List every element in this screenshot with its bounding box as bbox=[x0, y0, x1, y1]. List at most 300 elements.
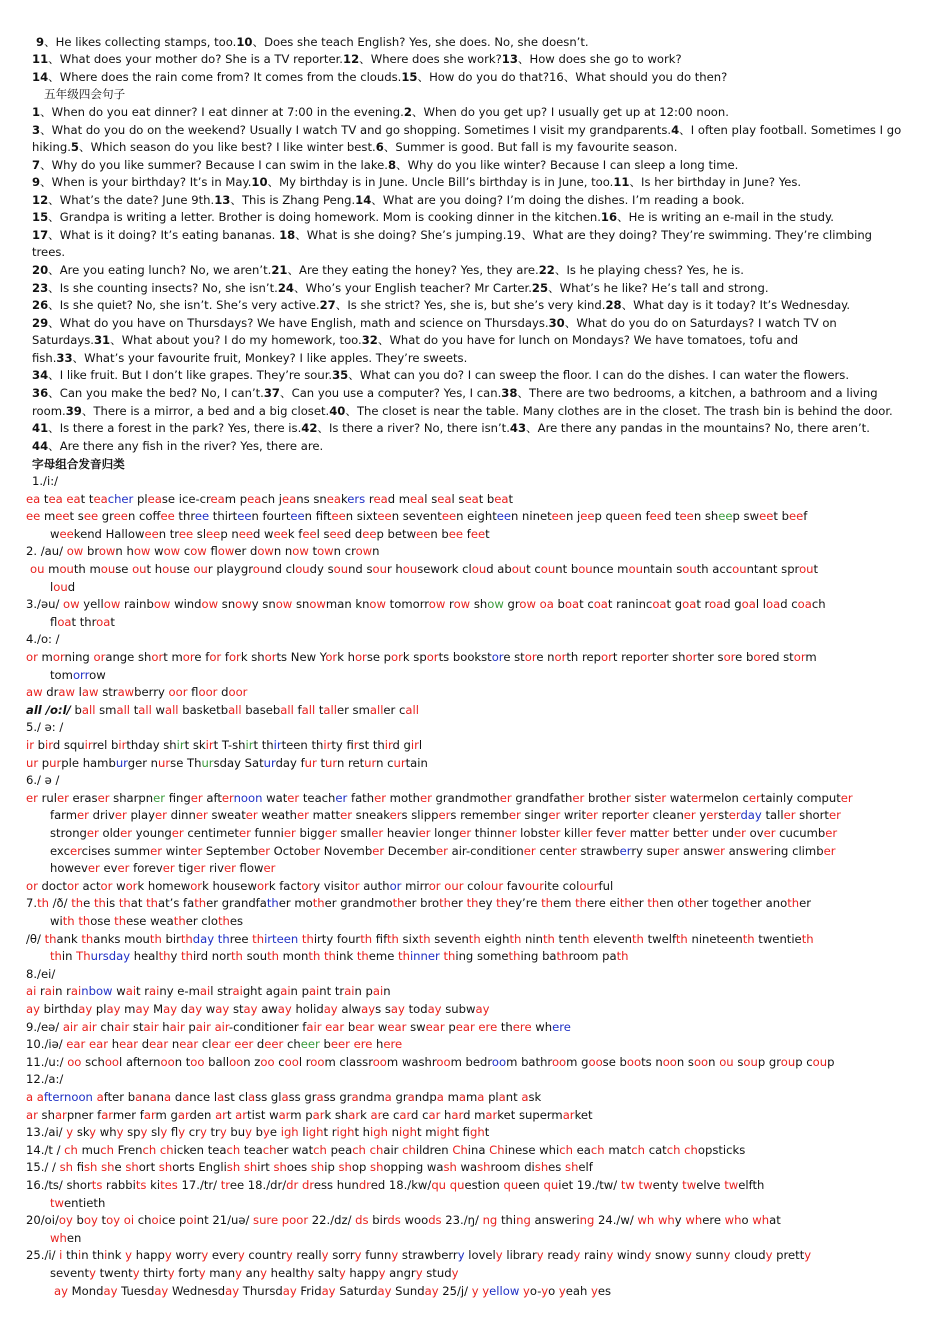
highlighted-letters: ers bbox=[347, 492, 366, 506]
text-segment: b bbox=[251, 1125, 264, 1139]
highlighted-letters: ou bbox=[743, 1055, 758, 1069]
highlighted-letters: poor bbox=[281, 1213, 309, 1227]
text-segment: stud bbox=[422, 1266, 452, 1280]
highlighted-letters: er bbox=[748, 791, 761, 805]
highlighted-letters: th bbox=[632, 932, 644, 946]
text-segment: n t bbox=[174, 1055, 191, 1069]
text-line bbox=[32, 332, 920, 349]
highlighted-letters: ch bbox=[142, 1143, 157, 1157]
text-segment: subw bbox=[441, 1002, 476, 1016]
text-segment: 6 bbox=[375, 140, 384, 154]
highlighted-letters: qu bbox=[503, 1178, 519, 1192]
highlighted-letters: ee bbox=[679, 509, 694, 523]
highlighted-letters: th bbox=[386, 932, 399, 946]
text-segment: r bbox=[36, 984, 45, 998]
highlighted-letters: ee bbox=[194, 509, 210, 523]
highlighted-letters: sh bbox=[84, 1160, 98, 1174]
highlighted-letters: er bbox=[712, 844, 725, 858]
highlighted-letters: y bbox=[536, 1248, 544, 1262]
text-segment: es bbox=[229, 914, 244, 928]
text-segment: k fact bbox=[268, 879, 302, 893]
text-segment: ball bbox=[204, 1055, 230, 1069]
text-segment: ss gr bbox=[288, 1090, 317, 1104]
highlighted-letters: ch bbox=[226, 1143, 241, 1157]
text-segment: 五年级四会句子 bbox=[44, 87, 126, 101]
highlighted-letters: oa bbox=[766, 597, 781, 611]
text-segment: happ bbox=[132, 1248, 165, 1262]
highlighted-letters: ee bbox=[759, 509, 774, 523]
text-segment: 3 bbox=[32, 123, 41, 137]
text-segment: p n bbox=[220, 527, 239, 541]
text-segment: 25./i/ bbox=[26, 1248, 60, 1262]
highlighted-letters: ar bbox=[370, 1108, 383, 1122]
text-segment: ow bbox=[89, 668, 106, 682]
text-segment: ink bbox=[335, 949, 357, 963]
highlighted-letters: er bbox=[335, 791, 348, 805]
text-segment: es bbox=[597, 1284, 612, 1298]
text-segment: hiking. bbox=[32, 140, 71, 154]
highlighted-letters: ee bbox=[206, 527, 221, 541]
text-segment: 44 bbox=[32, 439, 49, 453]
highlighted-letters: ay bbox=[26, 1002, 40, 1016]
text-segment: ort bbox=[138, 1160, 159, 1174]
text-segment: Tuesd bbox=[117, 1284, 155, 1298]
text-segment: twent bbox=[95, 1266, 133, 1280]
highlighted-letters: th bbox=[360, 932, 373, 946]
text-segment: st th bbox=[358, 738, 385, 752]
text-segment: librar bbox=[502, 1248, 537, 1262]
highlighted-letters: er bbox=[758, 844, 771, 858]
highlighted-letters: wh bbox=[752, 1213, 770, 1227]
text-segment: t T-sh bbox=[213, 738, 246, 752]
text-segment: m p bbox=[224, 492, 248, 506]
highlighted-letters: eer bbox=[264, 1037, 284, 1051]
text-segment: tom bbox=[50, 668, 73, 682]
text-segment: t bbox=[813, 562, 819, 576]
highlighted-letters: oo bbox=[229, 1055, 244, 1069]
text-segment: k h bbox=[337, 650, 355, 664]
text-segment: bett bbox=[669, 826, 697, 840]
text-segment: Mond bbox=[67, 1284, 104, 1298]
text-segment: d bbox=[253, 1037, 265, 1051]
highlighted-letters: ar bbox=[215, 1108, 227, 1122]
text-segment: ss gr bbox=[323, 1090, 352, 1104]
text-segment: n ret bbox=[336, 756, 365, 770]
text-segment: nineteen bbox=[687, 932, 743, 946]
text-segment: 32 bbox=[361, 333, 378, 347]
highlighted-letters: oo bbox=[160, 1055, 175, 1069]
highlighted-letters: ar bbox=[562, 1108, 575, 1122]
highlighted-letters: ai bbox=[199, 984, 211, 998]
text-segment: t s bbox=[69, 509, 84, 523]
highlighted-letters: ere bbox=[552, 1020, 571, 1034]
text-segment: n cr bbox=[333, 544, 356, 558]
text-segment: e bbox=[83, 896, 94, 910]
text-segment: sw bbox=[406, 1020, 426, 1034]
text-segment: und bbox=[708, 826, 735, 840]
text-segment: thirt bbox=[209, 509, 238, 523]
text-segment: anks mou bbox=[93, 932, 150, 946]
highlighted-letters: all bbox=[405, 703, 419, 717]
highlighted-letters: er bbox=[371, 826, 384, 840]
text-segment: ntant spr bbox=[746, 562, 800, 576]
highlighted-letters: er bbox=[619, 844, 632, 858]
text-segment: riv bbox=[205, 861, 224, 875]
text-segment: doct bbox=[37, 879, 67, 893]
highlighted-letters: a bbox=[164, 1090, 172, 1104]
text-segment: es bbox=[548, 1160, 566, 1174]
highlighted-letters: th bbox=[575, 896, 588, 910]
text-segment: 、Why do you like summer? Because I can swim in the lake. bbox=[40, 158, 388, 172]
highlighted-letters: th bbox=[542, 932, 555, 946]
highlighted-letters: nbow bbox=[81, 984, 113, 998]
text-segment: ple hamb bbox=[61, 756, 116, 770]
highlighted-letters: ch bbox=[684, 1143, 698, 1157]
highlighted-letters: ur bbox=[158, 756, 171, 770]
highlighted-letters: ai bbox=[372, 984, 384, 998]
highlighted-letters: ow bbox=[103, 597, 121, 611]
text-line bbox=[50, 807, 920, 824]
highlighted-letters: or bbox=[66, 879, 79, 893]
text-segment: mer f bbox=[112, 1108, 144, 1122]
highlighted-letters: er bbox=[263, 861, 276, 875]
highlighted-letters: er bbox=[193, 861, 206, 875]
highlighted-letters: air bbox=[306, 1020, 322, 1034]
text-segment: 23./ŋ/ bbox=[441, 1213, 483, 1227]
text-segment: at bbox=[130, 896, 147, 910]
text-segment: en o bbox=[659, 896, 685, 910]
highlighted-letters: er bbox=[823, 844, 836, 858]
text-segment: t m bbox=[416, 1125, 437, 1139]
text-segment: ki bbox=[146, 1178, 161, 1192]
text-segment: 、What is it doing? It’s eating bananas. bbox=[48, 228, 280, 242]
highlighted-letters: oo bbox=[284, 1055, 299, 1069]
highlighted-letters: er bbox=[783, 808, 796, 822]
highlighted-letters: ow bbox=[133, 544, 151, 558]
highlighted-letters: sh bbox=[565, 1160, 579, 1174]
highlighted-letters: ellow bbox=[489, 1284, 520, 1298]
highlighted-letters: igh bbox=[336, 1125, 355, 1139]
text-line bbox=[32, 209, 920, 226]
highlighted-letters: or bbox=[182, 650, 195, 664]
text-segment: 22./dz/ bbox=[308, 1213, 356, 1227]
text-segment: nt bbox=[505, 1090, 522, 1104]
text-segment: nt tr bbox=[319, 984, 345, 998]
text-segment: 、Are there any fish in the river? Yes, there are. bbox=[48, 439, 324, 453]
highlighted-letters: oy bbox=[83, 1213, 98, 1227]
highlighted-letters: ee bbox=[441, 509, 457, 523]
highlighted-letters: or bbox=[228, 650, 241, 664]
highlighted-letters: ng bbox=[579, 1213, 595, 1227]
text-line bbox=[26, 596, 920, 613]
text-segment: grandfath bbox=[511, 791, 573, 805]
highlighted-letters: all bbox=[323, 703, 337, 717]
text-segment: n j bbox=[565, 509, 581, 523]
text-segment: 、How does she go to work? bbox=[517, 52, 682, 66]
text-segment: d bbox=[138, 1037, 150, 1051]
text-line bbox=[26, 1212, 920, 1229]
text-segment: ts n bbox=[641, 1055, 663, 1069]
text-segment: er clo bbox=[185, 914, 218, 928]
highlighted-letters: y bbox=[167, 1266, 175, 1280]
highlighted-letters: all bbox=[164, 703, 179, 717]
text-segment: st bbox=[718, 808, 729, 822]
text-segment: t g bbox=[666, 597, 683, 611]
text-segment: o bbox=[548, 1284, 559, 1298]
highlighted-letters: ou bbox=[30, 562, 45, 576]
highlighted-letters: ee bbox=[470, 527, 486, 541]
highlighted-letters: air bbox=[169, 1020, 185, 1034]
highlighted-letters: ou bbox=[799, 562, 814, 576]
highlighted-letters: y bbox=[541, 1284, 549, 1298]
text-segment: w bbox=[374, 1020, 388, 1034]
text-segment: ter sh bbox=[651, 650, 686, 664]
text-segment: col bbox=[463, 879, 484, 893]
text-segment: lovel bbox=[464, 1248, 496, 1262]
text-segment: rul bbox=[37, 791, 57, 805]
highlighted-letters: ir bbox=[410, 738, 419, 752]
highlighted-letters: y bbox=[558, 1284, 566, 1298]
text-segment: matt bbox=[626, 826, 658, 840]
text-line bbox=[26, 790, 920, 807]
highlighted-letters: tw bbox=[682, 1178, 697, 1192]
highlighted-letters: ow bbox=[487, 597, 504, 611]
highlighted-letters: th bbox=[62, 914, 75, 928]
text-segment: n tr bbox=[158, 527, 179, 541]
text-segment: teen th bbox=[281, 738, 324, 752]
highlighted-letters: ear bbox=[425, 1020, 445, 1034]
text-segment: ing some bbox=[455, 949, 509, 963]
text-segment: er d bbox=[234, 544, 258, 558]
text-line bbox=[26, 878, 920, 895]
highlighted-letters: ee bbox=[113, 509, 128, 523]
text-line bbox=[26, 702, 920, 719]
text-segment: forev bbox=[129, 861, 163, 875]
highlighted-letters: th bbox=[217, 914, 230, 928]
highlighted-letters: oa bbox=[564, 597, 580, 611]
highlighted-letters: er bbox=[763, 826, 776, 840]
highlighted-letters: th bbox=[787, 896, 800, 910]
highlighted-letters: sh bbox=[59, 1160, 74, 1174]
text-segment: e n bbox=[536, 650, 555, 664]
text-segment: ed 18./kw/ bbox=[370, 1178, 432, 1192]
highlighted-letters: ay bbox=[78, 1002, 93, 1016]
highlighted-letters: th bbox=[267, 949, 279, 963]
text-line bbox=[50, 948, 920, 965]
text-segment: entieth bbox=[64, 1196, 106, 1210]
text-segment: k f bbox=[287, 527, 303, 541]
text-segment: 18 bbox=[279, 228, 296, 242]
text-line bbox=[26, 684, 920, 701]
text-segment: fort bbox=[174, 1266, 199, 1280]
highlighted-letters: a bbox=[498, 1090, 506, 1104]
highlighted-letters: y bbox=[573, 1248, 581, 1262]
text-segment: 12 bbox=[32, 193, 49, 207]
highlighted-letters: th bbox=[78, 914, 91, 928]
highlighted-letters: y bbox=[219, 1125, 227, 1139]
text-segment: l bbox=[418, 738, 423, 752]
text-segment: day f bbox=[275, 756, 305, 770]
text-segment: m bbox=[120, 1002, 136, 1016]
highlighted-letters: or bbox=[600, 650, 613, 664]
text-segment: 4./o: / bbox=[26, 632, 60, 646]
highlighted-letters: ea bbox=[437, 492, 452, 506]
text-segment: ts New Y bbox=[276, 650, 326, 664]
highlighted-letters: wh bbox=[50, 1231, 67, 1245]
highlighted-letters: ur bbox=[364, 756, 377, 770]
text-line bbox=[50, 913, 920, 930]
text-segment: n sixt bbox=[345, 509, 378, 523]
text-segment: gr bbox=[503, 597, 520, 611]
highlighted-letters: qu bbox=[431, 1178, 447, 1192]
highlighted-letters: ee bbox=[238, 527, 254, 541]
text-segment: l l bbox=[755, 597, 767, 611]
highlighted-letters: wh bbox=[724, 1213, 742, 1227]
highlighted-letters: ch bbox=[369, 1143, 384, 1157]
text-segment: estion bbox=[464, 1178, 504, 1192]
highlighted-letters: ea bbox=[464, 492, 479, 506]
highlighted-letters: er bbox=[155, 808, 167, 822]
text-segment: 34 bbox=[32, 368, 49, 382]
highlighted-letters: ur bbox=[26, 756, 39, 770]
highlighted-letters: er bbox=[523, 844, 536, 858]
text-segment: tig bbox=[174, 861, 194, 875]
text-segment: 21 bbox=[271, 263, 288, 277]
highlighted-letters: ee bbox=[362, 527, 377, 541]
highlighted-letters: er bbox=[153, 791, 166, 805]
highlighted-letters: or bbox=[491, 650, 504, 664]
highlighted-letters: th bbox=[301, 932, 314, 946]
text-line bbox=[32, 438, 920, 455]
highlighted-letters: y bbox=[378, 1266, 386, 1280]
text-line bbox=[26, 966, 920, 983]
text-segment: n bbox=[383, 984, 391, 998]
highlighted-letters: ir bbox=[84, 738, 93, 752]
text-segment: th bbox=[62, 1248, 78, 1262]
text-segment: eme bbox=[368, 949, 399, 963]
highlighted-letters: ow bbox=[153, 597, 171, 611]
highlighted-letters: er bbox=[77, 808, 89, 822]
highlighted-letters: y bbox=[201, 1248, 209, 1262]
text-segment: ch j bbox=[261, 492, 282, 506]
text-segment: nd s bbox=[348, 562, 373, 576]
text-segment: ry sup bbox=[631, 844, 668, 858]
highlighted-letters: ere bbox=[353, 1037, 373, 1051]
text-segment: t th bbox=[253, 738, 274, 752]
text-segment: 12 bbox=[343, 52, 360, 66]
text-segment: irty four bbox=[313, 932, 361, 946]
text-segment: t f bbox=[454, 1125, 470, 1139]
text-segment: Decemb bbox=[384, 844, 437, 858]
highlighted-letters: er bbox=[223, 861, 236, 875]
text-segment: s s bbox=[375, 1002, 391, 1016]
text-line bbox=[32, 69, 920, 86]
text-segment: f bbox=[293, 703, 302, 717]
highlighted-letters: oo bbox=[491, 1055, 507, 1069]
text-segment: ey’re bbox=[508, 896, 542, 910]
text-line bbox=[32, 350, 920, 367]
highlighted-letters: oo bbox=[372, 1055, 387, 1069]
text-segment: 9 bbox=[36, 35, 45, 49]
text-segment: at bbox=[769, 1213, 781, 1227]
highlighted-letters: er bbox=[706, 808, 719, 822]
highlighted-letters: ow bbox=[190, 544, 207, 558]
highlighted-letters: ee bbox=[329, 527, 344, 541]
text-segment: r bbox=[365, 492, 374, 506]
highlighted-letters: er bbox=[436, 844, 448, 858]
highlighted-letters: y bbox=[116, 1125, 124, 1139]
text-segment: d g bbox=[723, 597, 742, 611]
highlighted-letters: ursday bbox=[90, 949, 131, 963]
highlighted-letters: er bbox=[580, 826, 593, 840]
text-segment: 17 bbox=[32, 228, 49, 242]
highlighted-letters: ou bbox=[100, 562, 116, 576]
text-segment: k sp bbox=[402, 650, 427, 664]
text-segment: 、What is she doing? She’s jumping.19、What are they doing? They’re swimming. They’re climbing bbox=[295, 228, 873, 242]
text-segment: woo bbox=[400, 1213, 429, 1227]
highlighted-letters: oi bbox=[186, 1213, 197, 1227]
highlighted-letters: oo bbox=[626, 1055, 642, 1069]
text-line bbox=[26, 1124, 920, 1141]
text-segment: k sh bbox=[324, 1108, 349, 1122]
text-segment: ntain s bbox=[642, 562, 683, 576]
text-segment: sk bbox=[528, 1090, 542, 1104]
highlighted-letters: ou bbox=[540, 562, 556, 576]
text-segment: health bbox=[266, 1266, 308, 1280]
highlighted-letters: y bbox=[164, 1248, 172, 1262]
highlighted-letters: or bbox=[125, 879, 138, 893]
text-segment: rel b bbox=[92, 738, 119, 752]
text-segment: ket superm bbox=[497, 1108, 563, 1122]
text-segment: tist w bbox=[247, 1108, 279, 1122]
text-segment: m bbox=[443, 1090, 459, 1104]
text-segment: 42 bbox=[301, 421, 318, 435]
text-segment: 、I like fruit. But I don’t like grapes. They’re sour. bbox=[48, 368, 333, 382]
highlighted-letters: y bbox=[354, 1248, 362, 1262]
text-segment: n fift bbox=[304, 509, 332, 523]
highlighted-letters: aw bbox=[58, 685, 75, 699]
text-segment: f bbox=[221, 650, 229, 664]
highlighted-letters: er bbox=[87, 861, 100, 875]
highlighted-letters: or bbox=[52, 650, 65, 664]
text-segment: ndp bbox=[414, 1090, 437, 1104]
highlighted-letters: ch bbox=[313, 1143, 327, 1157]
highlighted-letters: er bbox=[696, 826, 709, 840]
highlighted-letters: a bbox=[316, 1090, 324, 1104]
text-segment: cr bbox=[185, 1125, 200, 1139]
highlighted-letters: y bbox=[66, 1125, 74, 1139]
text-segment: 字母组合发音归类 bbox=[32, 457, 125, 471]
text-segment: opsticks bbox=[697, 1143, 746, 1157]
text-segment: -conditioner f bbox=[228, 1020, 307, 1034]
highlighted-letters: th bbox=[181, 949, 193, 963]
highlighted-letters: eer bbox=[234, 1037, 254, 1051]
text-segment: eleven bbox=[589, 932, 633, 946]
highlighted-letters: wh bbox=[657, 1213, 675, 1227]
text-segment: fing bbox=[165, 791, 191, 805]
text-line bbox=[32, 51, 920, 68]
text-segment: 、Is she quiet? No, she isn’t. She’s very active. bbox=[48, 298, 320, 312]
text-segment: p qu bbox=[594, 509, 621, 523]
text-segment: answeri bbox=[530, 1213, 580, 1227]
text-segment: pl bbox=[484, 1090, 499, 1104]
highlighted-letters: ou bbox=[719, 1055, 734, 1069]
highlighted-letters: wh bbox=[637, 1213, 655, 1227]
highlighted-letters: y bbox=[260, 1266, 267, 1280]
text-segment: m bbox=[44, 562, 60, 576]
text-segment: m bbox=[37, 650, 53, 664]
highlighted-letters: a bbox=[36, 1090, 44, 1104]
